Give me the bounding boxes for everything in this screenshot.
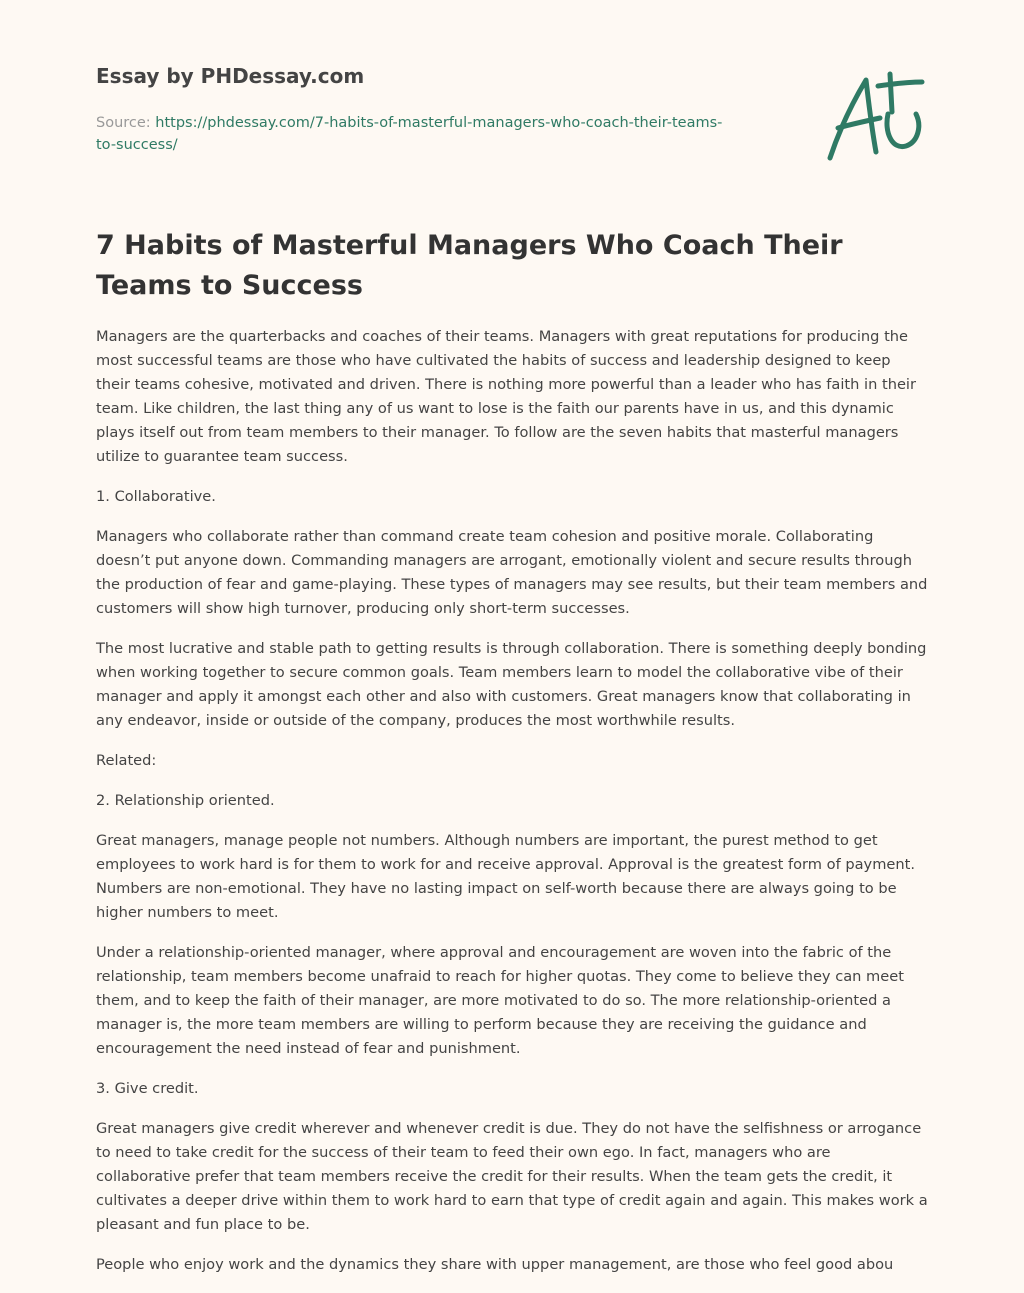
paragraph: Under a relationship-oriented manager, where approval and encouragement are woven into the fabric of the relationship, team members become unafraid to reach for higher quotas. They come to believe they can meet them, and to keep the faith of their manager, are more motivated to do so. The more relationship-oriented a manager is, the more team members are willing to perform because they are receiving the guidance and encouragement the need instead of fear and punishment. [96, 944, 904, 1057]
article-body [96, 325, 928, 1293]
source-label: Source: [96, 115, 156, 131]
paragraph: The most lucrative and stable path to getting results is through collaboration. There is something deeply bonding when working together to secure common goals. Team members learn to model the collaborative vibe of their manager and apply it amongst each other and also with customers. Great managers know that collaborating in any endeavor, inside or outside of the company, produces the most worthwhile results. [96, 640, 927, 729]
paragraph: Managers who collaborate rather than command create team cohesion and positive morale. Collaborating doesn’t put anyone down. Commanding managers are arrogant, emotionally violent and secure results through the production of fear and game-playing. These types of managers may see results, but their team members and customers will show high turnover, producing only short-term successes. [96, 528, 928, 617]
source-link[interactable] [96, 115, 722, 153]
source-url-line-2: to-success/ [96, 137, 178, 153]
heading-collaborative: 1. Collaborative. [96, 488, 216, 505]
source-line [96, 112, 756, 156]
paragraph-truncated: People who enjoy work and the dynamics they share with upper management, are those who feel good abou [96, 1256, 894, 1273]
a-plus-logo-icon [822, 66, 926, 166]
heading-give-credit: 3. Give credit. [96, 1080, 199, 1097]
site-brand: Essay by PHDessay.com [96, 64, 365, 88]
source-url-line-1: https://phdessay.com/7-habits-of-masterful-managers-who-coach-their-teams- [155, 115, 723, 131]
paragraph: Great managers, manage people not numbers. Although numbers are important, the purest method to get employees to work hard is for them to work for and receive approval. Approval is the greatest form of payment. Numbers are non-emotional. They have no lasting impact on self-worth because there are always going to be higher numbers to meet. [96, 832, 915, 921]
related-label: Related: [96, 752, 157, 769]
paragraph-intro: Managers are the quarterbacks and coaches of their teams. Managers with great reputations for producing the most successful teams are those who have cultivated the habits of success and leadership designed to keep their teams cohesive, motivated and driven. There is nothing more powerful than a leader who has faith in their team. Like children, the last thing any of us want to lose is the faith our parents have in us, and this dynamic plays itself out from team members to their manager. To follow are the seven habits that masterful managers utilize to guarantee team success. [96, 328, 916, 465]
paragraph: Great managers give credit wherever and whenever credit is due. They do not have the selfishness or arrogance to need to take credit for the success of their team to feed their own ego. In fact, managers who are collaborative prefer that team members receive the credit for their results. When the team gets the credit, it cultivates a deeper drive within them to work hard to earn that type of credit again and again. This makes work a pleasant and fun place to be. [96, 1120, 928, 1233]
article-title: 7 Habits of Masterful Managers Who Coach Their Teams to Success [96, 230, 843, 301]
heading-relationship-oriented: 2. Relationship oriented. [96, 792, 275, 809]
